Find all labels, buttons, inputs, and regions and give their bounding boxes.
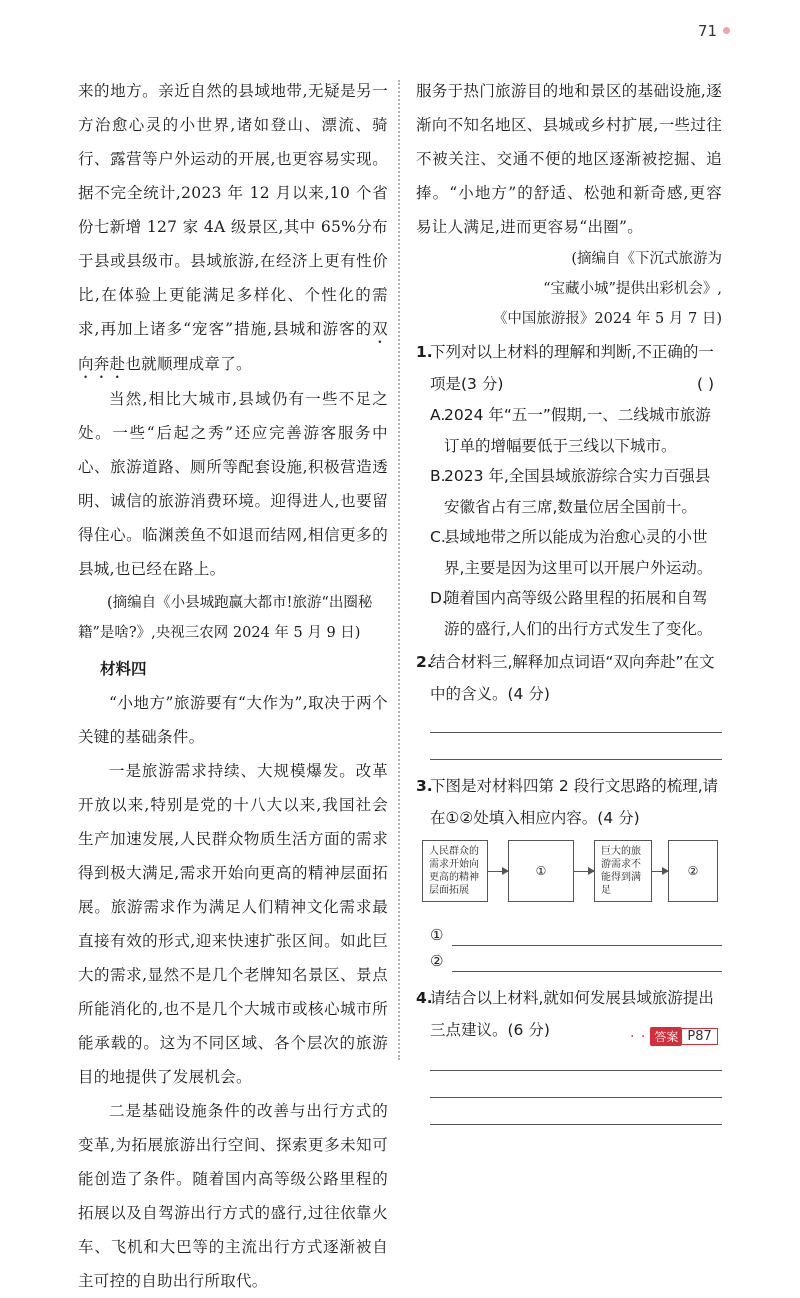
answer-label: 答案 — [650, 1027, 682, 1046]
answer-reference-tag[interactable] — [630, 1027, 718, 1046]
answer-bracket[interactable]: ( ) — [696, 375, 714, 393]
fill-row-1[interactable] — [430, 924, 722, 950]
paragraph-1-text: 来的地方。亲近自然的县域地带,无疑是另一方治愈心灵的小世界,诸如登山、漂流、骑行、露营等户外运动的开展,也更容易实现。据不完全统计,2023 年 12 月以来,10 个省份七新增 127 家 4A 级景区,其中 65%分布于县或县级市。县域旅游,在经济上更有性价比,在体验上更能满足多样化、个性化的需求,再加上诸多“宠客”措施,县城和游客的 — [78, 82, 388, 338]
answer-dots-icon: · · — [630, 1028, 647, 1045]
flow-diagram — [422, 840, 712, 918]
question-3 — [416, 770, 722, 834]
option-a-label: A. — [430, 406, 446, 424]
option-c[interactable] — [416, 522, 722, 583]
question-3-text: 下图是对材料四第 2 段行文思路的梳理,请在①②处填入相应内容。(4 分) — [430, 777, 719, 827]
page-number-dot — [723, 27, 730, 34]
fill-2-line[interactable] — [452, 971, 722, 972]
paragraph-2: 当然,相比大城市,县域仍有一些不足之处。一些“后起之秀”还应完善游客服务中心、旅游道路、厕所等配套设施,积极营造透明、诚信的旅游消费环境。迎得进人,也要留得住心。临渊羡鱼不如退而结网,相信更多的县城,也已经在路上。 — [78, 390, 388, 578]
option-b[interactable] — [416, 461, 722, 522]
material-4-title: 材料四 — [100, 660, 147, 678]
question-1 — [416, 336, 722, 400]
option-a[interactable] — [416, 400, 722, 461]
option-b-label: B. — [430, 467, 446, 485]
flow-box-1: 人民群众的需求开始向更高的精神层面拓展 — [422, 840, 488, 902]
flow-box-blank-2[interactable]: ② — [668, 840, 718, 902]
left-column — [78, 74, 388, 1298]
question-4-text: 请结合以上材料,就如何发展县域旅游提出三点建议。(6 分) — [430, 989, 714, 1039]
flow-arrow-1 — [488, 871, 508, 872]
answer-line-q4-2[interactable] — [430, 1097, 722, 1098]
question-4-number: 4. — [416, 989, 433, 1007]
question-2 — [416, 646, 722, 710]
fill-2-label: ② — [430, 952, 444, 970]
flow-box-3: 巨大的旅游需求不能得到满足 — [594, 840, 652, 902]
paragraph-5: 二是基础设施条件的改善与出行方式的变革,为拓展旅游出行空间、探索更多未知可能创造了条件。随着国内高等级公路里程的拓展以及自驾游出行方式的盛行,过往依靠火车、飞机和大巴等的主流出行方式逐渐被自主可控的自助出行所取代。 — [78, 1102, 388, 1290]
emphasized-term: 双向奔赴 — [78, 320, 388, 373]
flow-arrow-2 — [574, 871, 594, 872]
option-a-text: 2024 年“五一”假期,一、二线城市旅游订单的增幅要低于三线以下城市。 — [444, 406, 711, 455]
option-c-text: 县域地带之所以能成为治愈心灵的小世界,主要是因为这里可以开展户外运动。 — [444, 528, 713, 577]
answer-line-q2-2[interactable] — [430, 759, 722, 760]
source-citation-2a: (摘编自《下沉式旅游为 — [571, 251, 722, 267]
question-1-number: 1. — [416, 343, 433, 361]
option-c-label: C. — [430, 528, 446, 546]
option-d[interactable] — [416, 583, 722, 644]
paragraph-1-end: 也就顺理成章了。 — [125, 355, 252, 373]
question-3-number: 3. — [416, 777, 433, 795]
fill-1-label: ① — [430, 926, 444, 944]
paragraph-6: 服务于热门旅游目的地和景区的基础设施,逐渐向不知名地区、县城或乡村扩展,一些过往不被关注、交通不便的地区逐渐被挖掘、追捧。“小地方”的舒适、松弛和新奇感,更容易让人满足,进而更容易“出圈”。 — [416, 82, 722, 236]
source-citation-2c: 《中国旅游报》2024 年 5 月 7 日) — [492, 311, 722, 327]
answer-line-q2-1[interactable] — [430, 732, 722, 733]
flow-box-blank-1[interactable]: ① — [508, 840, 574, 902]
option-d-label: D. — [430, 589, 447, 607]
option-d-text: 随着国内高等级公路里程的拓展和自驾游的盛行,人们的出行方式发生了变化。 — [444, 589, 713, 638]
column-divider — [398, 80, 400, 1060]
answer-line-q4-3[interactable] — [430, 1124, 722, 1125]
paragraph-3: “小地方”旅游要有“大作为”,取决于两个关键的基础条件。 — [78, 694, 388, 746]
paragraph-1 — [78, 74, 388, 382]
flow-arrow-3 — [652, 871, 668, 872]
paragraph-4: 一是旅游需求持续、大规模爆发。改革开放以来,特别是党的十八大以来,我国社会生产加速发展,人民群众物质生活方面的需求得到极大满足,需求开始向更高的精神层面拓展。旅游需求作为满足人们精神文化需求最直接有效的形式,迎来快速扩张区间。如此巨大的需求,显然不是几个老牌知名景区、景点所能消化的,也不是几个大城市或核心城市所能承载的。这为不同区域、各个层次的旅游目的地提供了发展机会。 — [78, 762, 388, 1086]
page-number: 71 — [698, 22, 718, 40]
question-2-text: 结合材料三,解释加点词语“双向奔赴”在文中的含义。(4 分) — [430, 653, 715, 703]
fill-1-line[interactable] — [452, 945, 722, 946]
question-2-number: 2. — [416, 653, 433, 671]
source-citation-1: (摘编自《小县城跑赢大都市!旅游“出圈秘籍”是啥?》,央视三农网 2024 年 5 月 9 日) — [78, 595, 373, 641]
answer-line-q4-1[interactable] — [430, 1070, 722, 1071]
question-1-text: 下列对以上材料的理解和判断,不正确的一项是(3 分) — [430, 343, 714, 393]
fill-row-2[interactable] — [430, 950, 722, 976]
answer-page-ref: P87 — [682, 1028, 717, 1045]
option-b-text: 2023 年,全国县域旅游综合实力百强县安徽省占有三席,数量位居全国前十。 — [444, 467, 711, 516]
right-column — [416, 74, 722, 1125]
source-citation-2b: “宝藏小城”提供出彩机会》, — [543, 281, 722, 297]
